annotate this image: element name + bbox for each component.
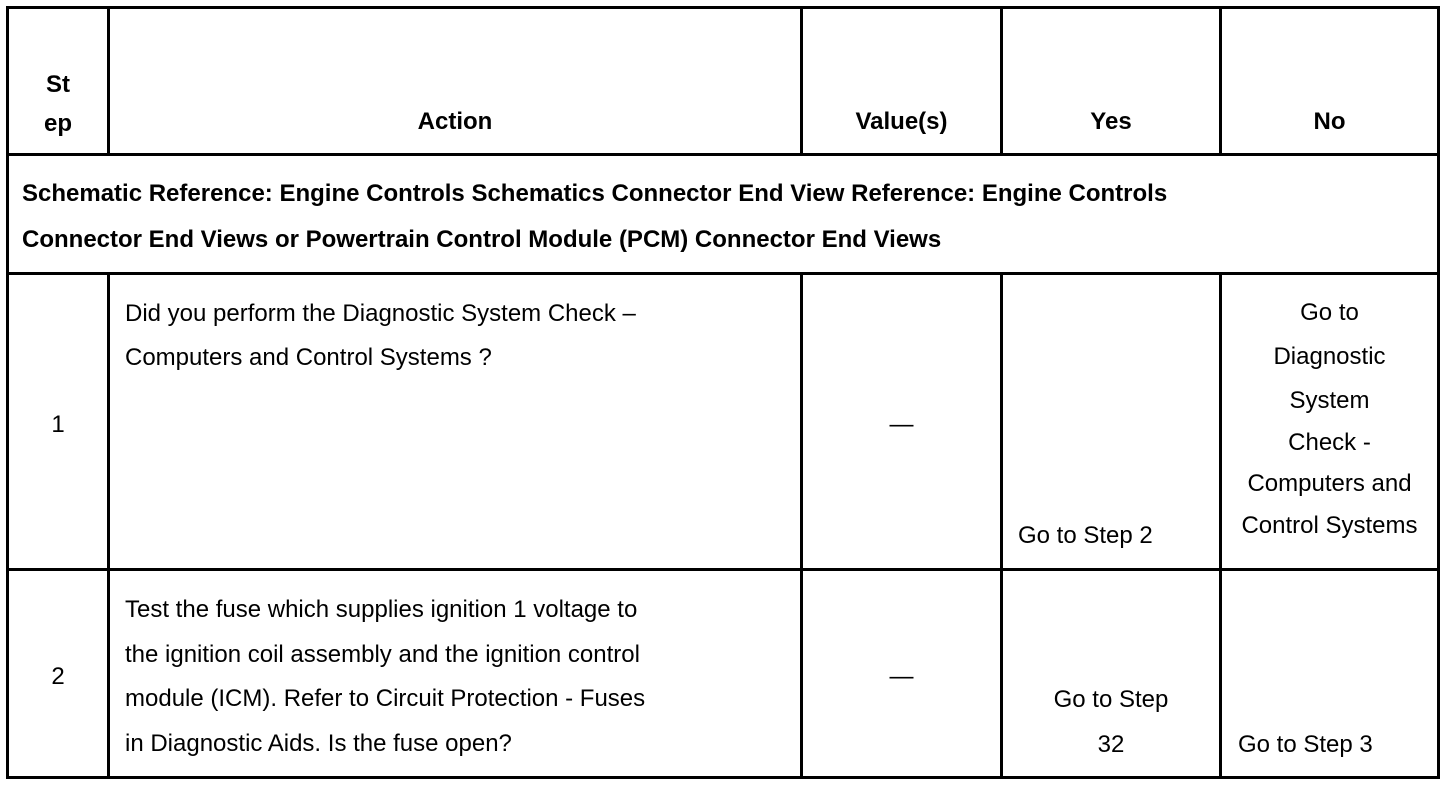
action-line: in Diagnostic Aids. Is the fuse open?: [125, 729, 512, 757]
value-cell: —: [889, 663, 914, 690]
header-values: Value(s): [855, 108, 948, 135]
header-yes: Yes: [1090, 108, 1132, 135]
no-line: Computers and: [1247, 470, 1412, 497]
reference-line-2: Connector End Views or Powertrain Control Module (PCM) Connector End Views: [22, 226, 942, 253]
row-divider: [9, 568, 1437, 571]
col-divider-step: [107, 272, 110, 776]
action-text: [125, 292, 785, 380]
reference-line-1: Schematic Reference: Engine Controls Schematics Connector End View Reference: Engine Controls: [22, 180, 1168, 207]
action-line: Did you perform the Diagnostic System Check –: [125, 300, 636, 327]
no-line: Diagnostic: [1273, 343, 1386, 370]
step-number: 1: [51, 411, 65, 438]
action-text: [125, 588, 785, 766]
action-line: Test the fuse which supplies ignition 1 voltage to: [125, 596, 638, 623]
reference-divider: [9, 272, 1437, 275]
header-divider: [9, 153, 1437, 156]
yes-line: 32: [1097, 731, 1125, 758]
step-number: 2: [51, 663, 65, 690]
col-divider-action: [800, 272, 803, 776]
action-line: the ignition coil assembly and the ignition control: [125, 640, 640, 668]
header-step-line1: St: [46, 71, 70, 98]
no-line: System: [1289, 387, 1370, 414]
header-action: Action: [417, 108, 493, 135]
no-line: Control Systems: [1241, 512, 1418, 539]
action-line: module (ICM). Refer to Circuit Protection - Fuses: [125, 685, 646, 712]
header-step: [9, 65, 107, 143]
yes-cell: [1003, 677, 1219, 767]
no-cell: Go to Step 3: [1238, 731, 1373, 758]
no-line: Check -: [1288, 429, 1371, 456]
no-cell: [1222, 291, 1437, 547]
diagnostic-table: [6, 6, 1440, 779]
no-line: Go to: [1300, 299, 1359, 326]
header-step-line2: ep: [43, 110, 72, 137]
value-cell: —: [889, 411, 914, 438]
action-line: Computers and Control Systems ?: [125, 344, 492, 371]
yes-line: Go to Step: [1053, 686, 1169, 713]
schematic-reference: [22, 171, 1422, 263]
header-no: No: [1313, 108, 1346, 135]
yes-cell: Go to Step 2: [1018, 522, 1153, 549]
